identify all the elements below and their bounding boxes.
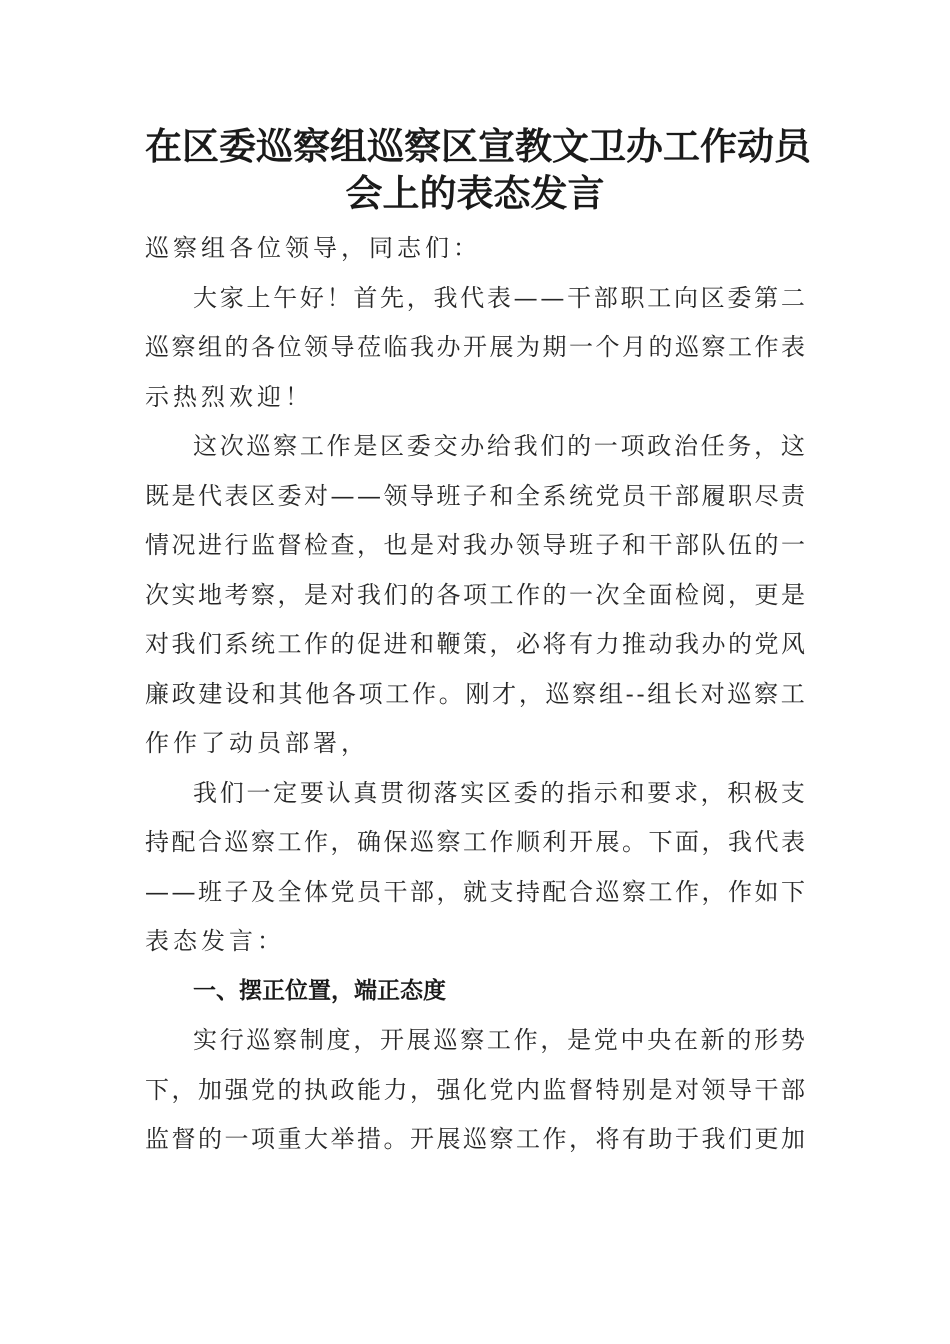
text-line: 次 实 地 考 察 ， 是 对 我 们 的 各 项 工 作 的 一 次 全 面 检 阅 ， 更 是	[145, 580, 805, 609]
text-line: — — 班 子 及 全 体 党 员 干 部 ， 就 支 持 配 合 巡 察 工 作 ， 作 如 下	[145, 877, 805, 906]
text-line: 作作了动员部署，	[145, 729, 369, 757]
text-line: 示热烈欢迎！	[145, 382, 313, 411]
section-heading: 一、摆正位置，端正态度	[193, 977, 446, 1004]
text-line: 廉 政 建 设 和 其 他 各 项 工 作 。 刚 才 ， 巡 察 组 - - 组 长 对 巡 察 工	[145, 679, 805, 708]
text-line: 监 督 的 一 项 重 大 举 措 。 开 展 巡 察 工 作 ， 将 有 助 于 我 们 更 加	[145, 1125, 805, 1153]
paragraph-3	[145, 769, 805, 967]
document-body	[145, 224, 805, 1165]
text-line: 巡 察 组 的 各 位 领 导 莅 临 我 办 开 展 为 期 一 个 月 的 巡 察 工 作 表	[145, 333, 805, 361]
document-title-line-1: 在区委巡察组巡察区宣教文卫办工作动员	[145, 124, 811, 168]
text-line: 下 ， 加 强 党 的 执 政 能 力 ， 强 化 党 内 监 督 特 别 是 对 领 导 干 部	[145, 1075, 805, 1104]
paragraph-4	[145, 1016, 805, 1165]
salutation: 巡察组各位领导，同志们：	[145, 234, 481, 262]
paragraph-1	[145, 274, 805, 423]
text-line: 表态发言：	[145, 927, 285, 955]
text-line: 这 次 巡 察 工 作 是 区 委 交 办 给 我 们 的 一 项 政 治 任 务 ， 这	[193, 432, 805, 460]
text-line: 情 况 进 行 监 督 检 查 ， 也 是 对 我 办 领 导 班 子 和 干 部 队 伍 的 一	[145, 531, 805, 559]
text-line: 既 是 代 表 区 委 对 — — 领 导 班 子 和 全 系 统 党 员 干 部 履 职 尽 责	[145, 481, 805, 510]
text-line: 持 配 合 巡 察 工 作 ， 确 保 巡 察 工 作 顺 利 开 展 。 下 面 ， 我 代 表	[145, 828, 805, 856]
text-line: 大 家 上 午 好 ！ 首 先 ， 我 代 表 — — 干 部 职 工 向 区 委 第 二	[193, 283, 805, 312]
text-line: 我 们 一 定 要 认 真 贯 彻 落 实 区 委 的 指 示 和 要 求 ， 积 极 支	[193, 778, 805, 807]
text-line: 实 行 巡 察 制 度 ， 开 展 巡 察 工 作 ， 是 党 中 央 在 新 的 形 势	[193, 1026, 805, 1054]
paragraph-2	[145, 422, 805, 769]
document-title-line-2: 会上的表态发言	[345, 171, 605, 215]
text-line: 对 我 们 系 统 工 作 的 促 进 和 鞭 策 ， 必 将 有 力 推 动 我 办 的 党 风	[145, 630, 805, 658]
